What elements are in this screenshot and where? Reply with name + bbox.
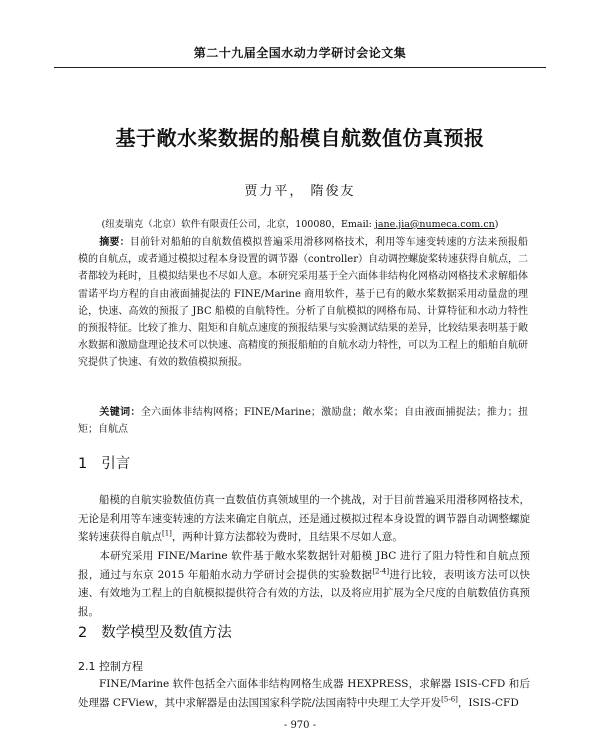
subsection-2-1-heading: 2.1 控制方程	[78, 660, 143, 673]
keywords-label: 关键词：	[99, 407, 141, 418]
citation-2[interactable]: [2-4]	[372, 567, 390, 576]
paper-title: 基于敞水桨数据的船模自航数值仿真预报	[115, 126, 485, 150]
affiliation-close: )	[494, 219, 499, 230]
abstract	[78, 234, 528, 372]
keywords	[78, 404, 528, 438]
citation-1[interactable]: [1]	[162, 529, 172, 538]
abstract-text: 目前针对船舶的自航数值模拟普遍采用滑移网格技术，利用等车速变转速的方法来预报船模的自航点，或者通过模拟过程本身设置的调节器（controller）自动调控螺旋桨转速获得自航点，二者都较为耗时，且模拟结果也不尽如人意。本研究采用基于全六面体非结构化网格动网格技术求解船体雷诺平均方程的自由液面捕捉法的 FINE/Marine 商用软件，基于已有的敞水桨数据采用动量盘的理论，快速、高效的预报了 JBC 船模的自航特性。分析了自航模拟的网格布局、计算特征和水动力特性的预报特征。比较了推力、阻矩和自航点速度的预报结果与实验测试结果的差异，比较结果表明基于敞水数据和激励盘理论技术可以快速、高精度的预报船舶的自航水动力特性，可以为工程上的船舶自航研究提供了快速、有效的数值模拟预报。	[78, 237, 529, 369]
abstract-label: 摘要：	[99, 237, 130, 248]
running-header: 第二十九届全国水动力学研讨会论文集	[193, 46, 407, 60]
section-1-title: 引言	[101, 456, 131, 472]
citation-3[interactable]: [5-6]	[441, 695, 458, 704]
keywords-text: 全六面体非结构网格；FINE/Marine；激励盘；敞水桨；自由液面捕捉法；推力；扭矩；自航点	[78, 407, 528, 436]
subsection-2-1-paragraph: FINE/Marine 软件包括全六面体非结构网格生成器 HEXPRESS，求解器 ISIS-CFD 和后处理器 CFView，其中求解器是由法国国家科学院/法国南特中央理工大学开发[5-6]，ISIS-CFD	[78, 678, 530, 709]
affiliation-text: (纽麦瑞克（北京）软件有限责任公司，北京，100080，Email:	[101, 219, 375, 230]
section-2-number: 2	[78, 625, 88, 641]
affiliation	[0, 216, 600, 230]
section-1-number: 1	[78, 456, 88, 472]
section-2-heading	[78, 621, 232, 642]
intro-paragraph-1: 船模的自航实验数值仿真一直数值仿真领域里的一个挑战，对于目前普遍采用滑移网格技术，无论是利用等车速变转速的方法来确定自航点，还是通过模拟过程本身设置的调节器自动调整螺旋桨转速获得自航点[1]，两种计算方法都较为费时，且结果不尽如人意。	[78, 494, 530, 544]
section-1-heading	[78, 452, 130, 473]
page-number: - 970 -	[283, 720, 317, 731]
section-2-title: 数学模型及数值方法	[101, 625, 232, 641]
email-link[interactable]: jane.jia@numeca.com.cn	[374, 219, 495, 230]
intro-paragraph-2: 本研究采用 FINE/Marine 软件基于敞水桨数据针对船模 JBC 进行了阻力特性和自航点预报，通过与东京 2015 年船舶水动力学研讨会提供的实验数据[2-4]进行比较，表明该方法可以快速、有效地为工程上的自航模拟提供符合有效的方法，以及将应用扩展为全尺度的自航数值仿真预报。	[78, 550, 530, 618]
header-rule	[54, 67, 546, 68]
authors: 贾力平， 隋俊友	[244, 184, 356, 199]
